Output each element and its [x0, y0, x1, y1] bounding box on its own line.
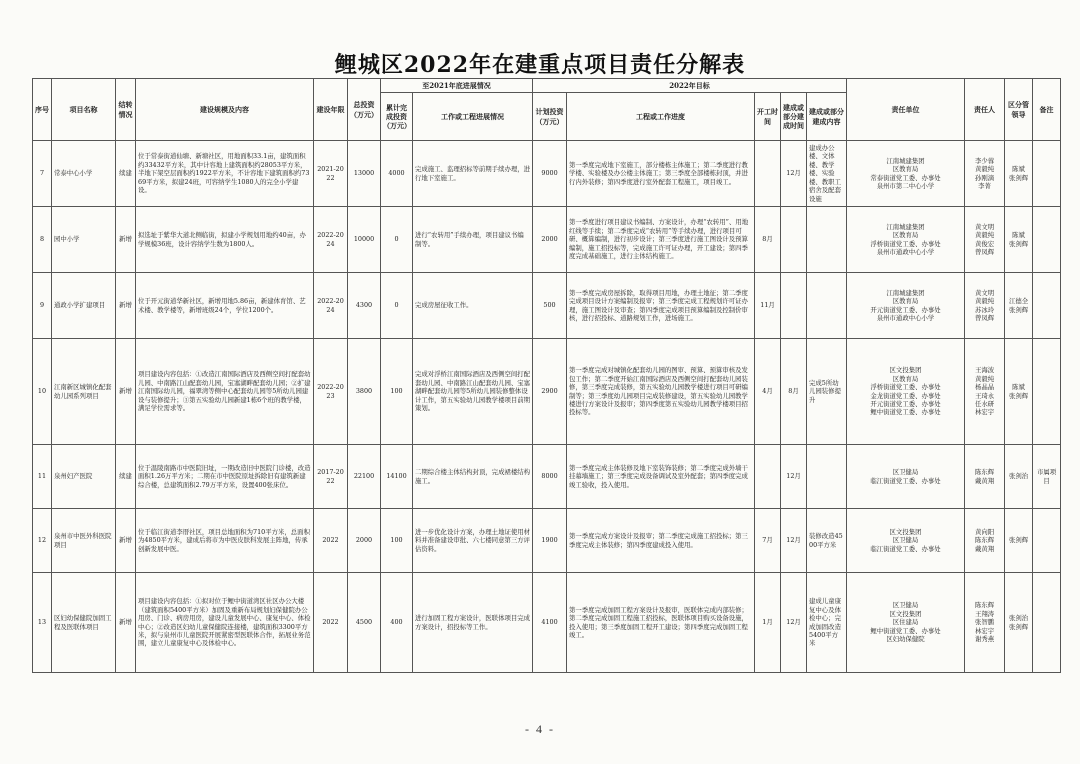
table-body: [33, 141, 1061, 673]
cell-start: [755, 445, 781, 509]
cell-unit: 江南城建集团 区教育局 常泰街道党工委、办事处 泉州市第二中心小学: [847, 141, 965, 207]
cell-work: 第一季度完成主体装修及地下室装饰装修；第二季度完成外墙干挂幕墙施工；第三季度完成设备调试及室外配套；第四季度完成竣工验收，投入使用。: [567, 445, 755, 509]
cell-plan: 2000: [533, 207, 567, 273]
cell-invest: 13000: [348, 141, 381, 207]
cell-scope: 项目建设内容包括：①拟对位于鲤中街道湾区社区办公大楼（建筑面积5400平方米）加固及重新布局规划妇保健院办公用房、门诊、病房用房，建设儿童发展中心、康复中心、体检中心；②改造区妇幼儿童保健院连接楼，建筑面积3300平方米，拟与泉州市儿童医院开展紧密型医联体合作，拓展业务范围，建立儿童康复中心及体检中心。: [136, 573, 314, 673]
cell-person: 黄向阳 陈东辉 戴黄翔: [965, 509, 1005, 573]
cell-type: 新增: [116, 207, 136, 273]
cell-seq: 7: [33, 141, 52, 207]
cell-scope: 拟选址于紫华大道北侧临街，拟建小学规划用地约40亩，办学规模36班，设计容纳学生数为1800人。: [136, 207, 314, 273]
cell-period: 2017-2022: [314, 445, 348, 509]
cell-leader: 张剑治: [1005, 445, 1033, 509]
cell-done-content: [807, 445, 847, 509]
cell-invest: 2000: [348, 509, 381, 573]
document-title: 鲤城区2022年在建重点项目责任分解表: [334, 52, 746, 78]
cell-work: 第一季度完成地下室施工，部分楼栋主体施工；第二季度进行教学楼、实验楼及办公楼主体施工；第三季度全部楼栋封顶，并进行内外装修；第四季度进行室外配套工程施工，项目竣工。: [567, 141, 755, 207]
cell-leader: 陈斌 张剑辉: [1005, 207, 1033, 273]
table-row: [33, 573, 1061, 673]
header-cum: 累计完成投资（万元）: [381, 93, 413, 141]
cell-period: 2022-2023: [314, 339, 348, 445]
cell-progress: 进行“农转用”手续办理，项目建议书编制等。: [413, 207, 533, 273]
cell-start: 11月: [755, 273, 781, 339]
cell-note: [1033, 339, 1061, 445]
header-work: 工程或工作进度: [567, 93, 755, 141]
cell-scope: 位于常泰街道仙塘、新塘社区，用地面积33.1亩，建筑面积约33432平方米，其中计容地上建筑面积约28053平方米，半地下架空层面积约1922平方米，不计容地下建筑面积约7369平方米，拟建24班，可容纳学生1080人的完全小学建设。: [136, 141, 314, 207]
cell-type: 续建: [116, 141, 136, 207]
cell-start: [755, 141, 781, 207]
header-scope: 建设规模及内容: [136, 79, 314, 141]
cell-done-time: [781, 207, 807, 273]
cell-work: 第一季度完成房屋拆除，取得项目用地，办理土地征；第二季度完成项目设计方案编制及报审；第三季度完成工程规划许可证办理，施工图设计及审查；第四季度完成项目预算编制及控制价审核，进行招投标、道路规划工作，进场施工。: [567, 273, 755, 339]
cell-work: 第一季度完成对城镇化配套幼儿园的图审、预算、预算审核及发包工作；第二季度开始江南国际酒店及西侧空间打配套幼儿园装修，第三季度完成装修，第五实验幼儿园教学楼进行项目可研编制等；第三季度幼儿园项目完成装修建设，第五实验幼儿园教学楼进行方案设计及报审；第四季度第五实验幼儿园教学楼项目招投标等。: [567, 339, 755, 445]
header-done-content: 建成或部分建成内容: [807, 93, 847, 141]
cell-done-time: [781, 273, 807, 339]
cell-leader: 张剑治 张剑辉: [1005, 573, 1033, 673]
cell-scope: 位于临江街道李厝社区，项目总地面积为710平方米，总面积为4850平方米，建成后将市为中医皮肤科发展主阵地，传承创新发展中医。: [136, 509, 314, 573]
cell-seq: 8: [33, 207, 52, 273]
cell-start: 1月: [755, 573, 781, 673]
cell-period: 2021-2022: [314, 141, 348, 207]
cell-plan: 8000: [533, 445, 567, 509]
cell-period: 2022-2024: [314, 207, 348, 273]
table-row: [33, 445, 1061, 509]
header-note: 备注: [1033, 79, 1061, 141]
cell-done-time: 12月: [781, 509, 807, 573]
cell-leader: 陈斌 张剑辉: [1005, 141, 1033, 207]
cell-progress: 完成对浮桥江南国际酒店及西侧空间打配套幼儿园、中南路江山配套幼儿园、宝塞湖畔配套幼儿园等5所幼儿园装修整体设计工作，第五实验幼儿园教学楼项目前期策划。: [413, 339, 533, 445]
cell-work: 第一季度完成加固工程方案设计及报审，医联体完成内部装修；第二季度完成加固工程施工招投标，医联体项目购买设备设施，投入使用；第三季度加固工程开工建设；第四季度完成加固工程竣工。: [567, 573, 755, 673]
cell-type: 新增: [116, 573, 136, 673]
cell-note: [1033, 509, 1061, 573]
cell-invest: 3800: [348, 339, 381, 445]
cell-leader: 张剑辉: [1005, 509, 1033, 573]
cell-plan: 500: [533, 273, 567, 339]
header-progress: 工作或工程进展情况: [413, 93, 533, 141]
cell-progress: 完成房屋征收工作。: [413, 273, 533, 339]
cell-work: 第一季度进行项目建议书编制、方案设计，办理“农转用”、用地红线等手续；第二季度完成“农转用”等手续办理，进行项目可研、概算编制，进行初步设计；第三季度进行施工图设计及预算编制，施工招投标等，完成施工许可证办理，开工建设；第四季度完成基础施工，进行主体结构施工。: [567, 207, 755, 273]
page-number: - 4 -: [525, 722, 555, 736]
cell-start: 8月: [755, 207, 781, 273]
cell-work: 第一季度完成方案设计及报审；第二季度完成施工招投标；第三季度完成主体装修；第四季度建成投入使用。: [567, 509, 755, 573]
header-group-2021: 至2021年底进展情况: [381, 79, 533, 93]
cell-cum: 100: [381, 509, 413, 573]
cell-person: 李少蓉 黄毅纯 孙刚滴 李菁: [965, 141, 1005, 207]
cell-done-time: 12月: [781, 141, 807, 207]
header-invest: 总投资（万元）: [348, 79, 381, 141]
project-table: [32, 78, 1061, 673]
header-start: 开工时间: [755, 93, 781, 141]
cell-start: 7月: [755, 509, 781, 573]
cell-unit: 区卫健局 区文投集团 区住建局 鲤中街道党工委、办事处 区妇幼保健院: [847, 573, 965, 673]
cell-name: 区妇幼保健院加固工程及医联体项目: [52, 573, 116, 673]
cell-name: 江南新区城镇化配套幼儿园系列项目: [52, 339, 116, 445]
header-done-time: 建成或部分建成时间: [781, 93, 807, 141]
cell-invest: 4500: [348, 573, 381, 673]
cell-unit: 江南城建集团 区教育局 浮桥街道党工委、办事处 泉州市通政中心小学: [847, 207, 965, 273]
cell-seq: 9: [33, 273, 52, 339]
cell-type: 续建: [116, 445, 136, 509]
cell-scope: 位于温陵南路市中医院旧址，一期改造旧中医院门诊楼，改造面积1.26万平方米；二期在市中医院原址拆除旧有建筑新建综合楼，总建筑面积2.79万平方米，设置400张床位。: [136, 445, 314, 509]
cell-invest: 22100: [348, 445, 381, 509]
header-period: 建设年限: [314, 79, 348, 141]
cell-done-content: [807, 273, 847, 339]
cell-progress: 二期综合楼主体结构封顶，完成裙楼结构施工。: [413, 445, 533, 509]
cell-scope: 项目建设内容包括：①改造江南国际酒店及西侧空间打配套幼儿园、中南路江山配套幼儿园，宝塞湖畔配套幼儿园；②扩建江南国际幼儿园，福翠湾等侧中心配套幼儿园等5所幼儿园建设与装修提升；③第五实验幼儿园新建1栋6个班的教学楼，满足学位需求等。: [136, 339, 314, 445]
header-name: 项目名称: [52, 79, 116, 141]
cell-name: 泉州妇产医院: [52, 445, 116, 509]
header-person: 责任人: [965, 79, 1005, 141]
cell-done-time: 12月: [781, 573, 807, 673]
cell-note: [1033, 207, 1061, 273]
cell-done-content: 建成办公楼、文体楼、教学楼、实验楼、教职工宿舍及配套设施: [807, 141, 847, 207]
cell-done-content: 建成儿童康复中心及体检中心；完成加固改造5400平方米: [807, 573, 847, 673]
cell-plan: 4100: [533, 573, 567, 673]
cell-progress: 进行加固工程方案设计，医联体项目完成方案设计，招投标等工作。: [413, 573, 533, 673]
cell-person: 陈东辉 王翔涛 张智鹏 林宏宇 谢秀燕: [965, 573, 1005, 673]
cell-progress: 完成施工、监理招标等前期手续办理，进行地下室施工。: [413, 141, 533, 207]
header-seq: 序号: [33, 79, 52, 141]
cell-cum: 14100: [381, 445, 413, 509]
header-type: 结转情况: [116, 79, 136, 141]
cell-done-time: 8月: [781, 339, 807, 445]
table-row: [33, 207, 1061, 273]
cell-plan: 1900: [533, 509, 567, 573]
cell-type: 新增: [116, 509, 136, 573]
cell-done-time: 12月: [781, 445, 807, 509]
cell-cum: 400: [381, 573, 413, 673]
cell-seq: 10: [33, 339, 52, 445]
table-row: [33, 273, 1061, 339]
header-leader: 区分管领导: [1005, 79, 1033, 141]
cell-person: 陈东辉 戴黄翔: [965, 445, 1005, 509]
cell-note: [1033, 573, 1061, 673]
cell-unit: 区文投集团 区卫健局 临江街道党工委、办事处: [847, 509, 965, 573]
cell-leader: 陈斌 张剑辉: [1005, 339, 1033, 445]
cell-person: 黄文明 黄毅纯 黄俊宏 曾凤辉: [965, 207, 1005, 273]
table-row: [33, 141, 1061, 207]
header-plan: 计划投资（万元）: [533, 93, 567, 141]
cell-name: 泉州市中医外科医院项目: [52, 509, 116, 573]
cell-unit: 区卫健局 临江街道党工委、办事处: [847, 445, 965, 509]
cell-period: 2022: [314, 573, 348, 673]
cell-seq: 13: [33, 573, 52, 673]
cell-plan: 2900: [533, 339, 567, 445]
cell-seq: 11: [33, 445, 52, 509]
cell-done-content: 装修改造4500平方米: [807, 509, 847, 573]
cell-name: 常泰中心小学: [52, 141, 116, 207]
cell-cum: 0: [381, 207, 413, 273]
cell-note: 市属项目: [1033, 445, 1061, 509]
cell-name: 园中小学: [52, 207, 116, 273]
cell-type: 新增: [116, 273, 136, 339]
cell-invest: 10000: [348, 207, 381, 273]
header-group-2022: 2022年目标: [533, 79, 847, 93]
cell-invest: 4300: [348, 273, 381, 339]
cell-type: 新增: [116, 339, 136, 445]
cell-cum: 100: [381, 339, 413, 445]
cell-done-content: 完成5所幼儿园装修提升: [807, 339, 847, 445]
cell-leader: 江德全 张剑辉: [1005, 273, 1033, 339]
cell-cum: 0: [381, 273, 413, 339]
cell-plan: 9000: [533, 141, 567, 207]
cell-unit: 江南城建集团 区教育局 开元街道党工委、办事处 泉州市通政中心小学: [847, 273, 965, 339]
cell-cum: 4000: [381, 141, 413, 207]
cell-person: 王海波 黄毅纯 杨晶晶 王琦永 任水研 林宏宇: [965, 339, 1005, 445]
cell-note: [1033, 141, 1061, 207]
cell-start: 4月: [755, 339, 781, 445]
cell-seq: 12: [33, 509, 52, 573]
table-row: [33, 339, 1061, 445]
header-unit: 责任单位: [847, 79, 965, 141]
cell-period: 2022: [314, 509, 348, 573]
table-row: [33, 509, 1061, 573]
cell-done-content: [807, 207, 847, 273]
cell-scope: 位于开元街道华新社区，新增用地5.86亩，新建体育馆、艺术楼、教学楼等，新增班级24个，学位1200个。: [136, 273, 314, 339]
cell-note: [1033, 273, 1061, 339]
cell-progress: 进一步优化设计方案，办理土地证使用材料并准备建设审批、六七楼同意第三方评估资料。: [413, 509, 533, 573]
cell-person: 黄文明 黄毅纯 苏冰玲 曾凤辉: [965, 273, 1005, 339]
cell-unit: 区文投集团 区教育局 浮桥街道党工委、办事处 金龙街道党工委、办事处 开元街道党工委、办事处 鲤中街道党工委、办事处: [847, 339, 965, 445]
cell-name: 通政小学扩建项目: [52, 273, 116, 339]
cell-period: 2022-2024: [314, 273, 348, 339]
